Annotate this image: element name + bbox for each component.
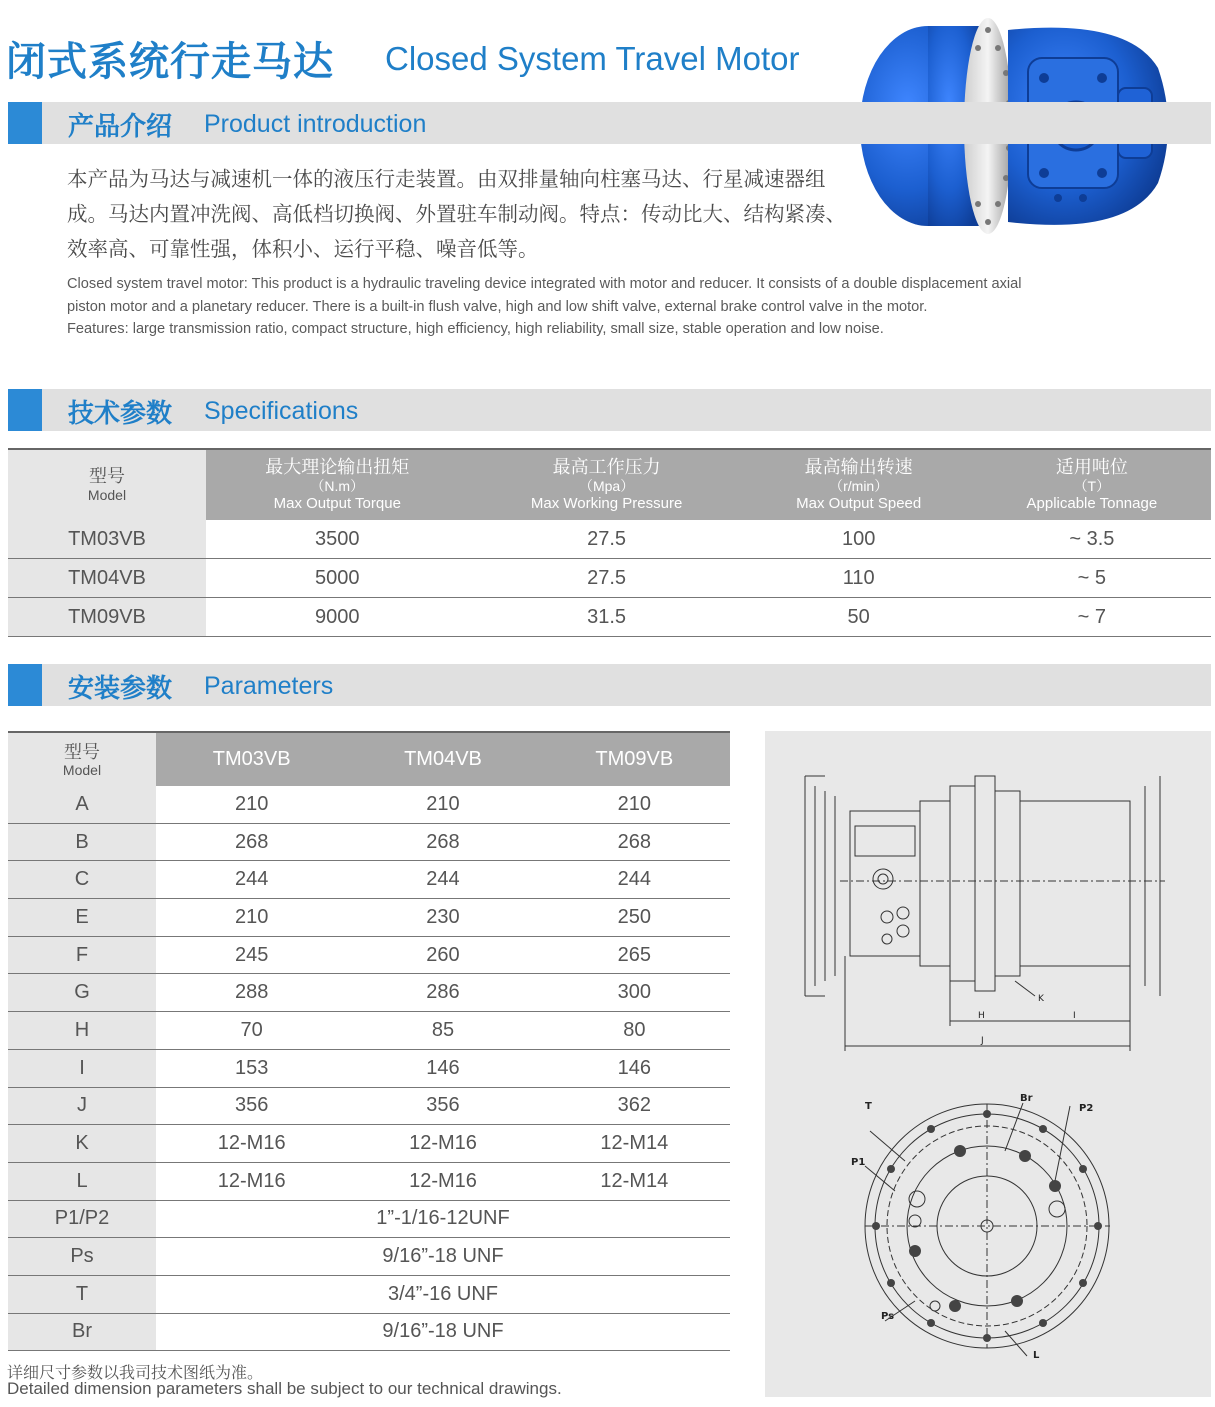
value-cell: 70	[156, 1012, 347, 1050]
table-row	[8, 1049, 730, 1087]
param-name-cell: A	[8, 786, 156, 823]
table-row	[8, 598, 1211, 637]
model-header: 型号 Model	[8, 732, 156, 786]
value-cell: 250	[539, 899, 730, 937]
torque-header: 最大理论输出扭矩 （N.m） Max Output Torque	[206, 449, 469, 520]
merged-value-cell: 9/16”-18 UNF	[156, 1238, 730, 1276]
value-cell: 230	[347, 899, 538, 937]
table-row	[8, 1125, 730, 1163]
port-label-p2: P2	[1079, 1103, 1094, 1114]
table-row	[8, 1238, 730, 1276]
value-cell: 356	[156, 1087, 347, 1125]
tonnage-cell: ~ 7	[973, 598, 1211, 637]
model-header: 型号 Model	[8, 449, 206, 520]
value-cell: 268	[156, 823, 347, 861]
table-row	[8, 1313, 730, 1351]
param-name-cell: K	[8, 1125, 156, 1163]
pressure-cell: 27.5	[469, 559, 745, 598]
table-row	[8, 1162, 730, 1200]
table-row	[8, 520, 1211, 559]
value-cell: 245	[156, 936, 347, 974]
value-cell: 288	[156, 974, 347, 1012]
table-row	[8, 786, 730, 823]
value-cell: 210	[156, 899, 347, 937]
section-bar-intro	[8, 102, 1211, 144]
dim-label-i: I	[1073, 1011, 1076, 1021]
specifications-table	[8, 448, 1211, 637]
table-row	[8, 1087, 730, 1125]
footnote-en: Detailed dimension parameters shall be subject to our technical drawings.	[7, 1379, 562, 1398]
table-row	[8, 936, 730, 974]
parameters-body	[8, 786, 730, 1351]
model-col-header: TM03VB	[156, 732, 347, 786]
value-cell: 12-M14	[539, 1162, 730, 1200]
param-name-cell: I	[8, 1049, 156, 1087]
value-cell: 265	[539, 936, 730, 974]
port-label-br: Br	[1020, 1093, 1033, 1104]
port-label-p1: P1	[851, 1157, 866, 1168]
table-row	[8, 1275, 730, 1313]
port-label-ps: Ps	[881, 1311, 895, 1322]
value-cell: 210	[156, 786, 347, 823]
speed-cell: 100	[745, 520, 973, 559]
merged-value-cell: 1”-1/16-12UNF	[156, 1200, 730, 1238]
tonnage-cell: ~ 3.5	[973, 520, 1211, 559]
page-title-cn: 闭式系统行走马达	[6, 39, 334, 85]
value-cell: 286	[347, 974, 538, 1012]
tonnage-header: 适用吨位 （T） Applicable Tonnage	[973, 449, 1211, 520]
table-row	[8, 1200, 730, 1238]
value-cell: 12-M14	[539, 1125, 730, 1163]
model-col-header: TM09VB	[539, 732, 730, 786]
value-cell: 244	[156, 861, 347, 899]
value-cell: 300	[539, 974, 730, 1012]
value-cell: 268	[539, 823, 730, 861]
param-name-cell: E	[8, 899, 156, 937]
value-cell: 146	[539, 1049, 730, 1087]
tonnage-cell: ~ 5	[973, 559, 1211, 598]
value-cell: 356	[347, 1087, 538, 1125]
page-title-en: Closed System Travel Motor	[385, 40, 800, 77]
technical-drawing	[765, 731, 1211, 1397]
torque-cell: 9000	[206, 598, 469, 637]
pressure-cell: 27.5	[469, 520, 745, 559]
param-name-cell: P1/P2	[8, 1200, 156, 1238]
port-label-t: T	[865, 1101, 872, 1112]
model-col-header: TM04VB	[347, 732, 538, 786]
table-row	[8, 861, 730, 899]
pressure-header: 最高工作压力 （Mpa） Max Working Pressure	[469, 449, 745, 520]
section-accent	[8, 664, 42, 706]
section-title-cn: 技术参数	[68, 399, 173, 429]
value-cell: 210	[347, 786, 538, 823]
merged-value-cell: 3/4”-16 UNF	[156, 1275, 730, 1313]
section-title-cn: 安装参数	[68, 674, 173, 704]
section-title-en: Product introduction	[204, 110, 427, 138]
section-title-cn: 产品介绍	[68, 112, 173, 142]
param-name-cell: F	[8, 936, 156, 974]
param-name-cell: C	[8, 861, 156, 899]
table-row	[8, 559, 1211, 598]
param-name-cell: B	[8, 823, 156, 861]
section-title-en: Specifications	[204, 397, 359, 425]
value-cell: 210	[539, 786, 730, 823]
value-cell: 12-M16	[156, 1162, 347, 1200]
value-cell: 85	[347, 1012, 538, 1050]
value-cell: 244	[347, 861, 538, 899]
table-row	[8, 974, 730, 1012]
port-label-l: L	[1033, 1350, 1040, 1361]
section-bar-specs	[8, 389, 1211, 431]
value-cell: 80	[539, 1012, 730, 1050]
value-cell: 12-M16	[347, 1125, 538, 1163]
param-name-cell: T	[8, 1275, 156, 1313]
section-accent	[8, 389, 42, 431]
model-cell: TM09VB	[8, 598, 206, 637]
model-cell: TM03VB	[8, 520, 206, 559]
speed-header: 最高输出转速 （r/min） Max Output Speed	[745, 449, 973, 520]
dim-label-j: J	[981, 1036, 984, 1046]
value-cell: 362	[539, 1087, 730, 1125]
value-cell: 268	[347, 823, 538, 861]
dim-label-k: K	[1038, 994, 1044, 1004]
section-title-en: Parameters	[204, 672, 334, 700]
model-cell: TM04VB	[8, 559, 206, 598]
intro-paragraph: Closed system travel motor: This product is a hydraulic traveling device integrated with motor and reducer. It consists of a double displacement axial piston motor and a planetary reducer. There is a built-in flush valve, high and low shift valve, external brake control valve in the motor.	[67, 276, 1022, 315]
intro-features: Features: large transmission ratio, compact structure, high efficiency, high reliability, small size, stable operation and low noise.	[67, 321, 884, 337]
table-row	[8, 823, 730, 861]
value-cell: 146	[347, 1049, 538, 1087]
param-name-cell: J	[8, 1087, 156, 1125]
value-cell: 260	[347, 936, 538, 974]
intro-text-en	[67, 273, 1027, 341]
parameters-table	[8, 731, 730, 1351]
section-bar-params	[8, 664, 1211, 706]
param-name-cell: Ps	[8, 1238, 156, 1276]
pressure-cell: 31.5	[469, 598, 745, 637]
value-cell: 153	[156, 1049, 347, 1087]
torque-cell: 5000	[206, 559, 469, 598]
speed-cell: 50	[745, 598, 973, 637]
param-name-cell: L	[8, 1162, 156, 1200]
table-row	[8, 899, 730, 937]
param-name-cell: G	[8, 974, 156, 1012]
footnote-cn: 详细尺寸参数以我司技术图纸为准。	[7, 1363, 264, 1382]
value-cell: 12-M16	[156, 1125, 347, 1163]
dim-label-h: H	[978, 1011, 985, 1021]
value-cell: 12-M16	[347, 1162, 538, 1200]
value-cell: 244	[539, 861, 730, 899]
section-accent	[8, 102, 42, 144]
torque-cell: 3500	[206, 520, 469, 559]
speed-cell: 110	[745, 559, 973, 598]
table-row	[8, 1012, 730, 1050]
param-name-cell: Br	[8, 1313, 156, 1351]
merged-value-cell: 9/16”-18 UNF	[156, 1313, 730, 1351]
intro-text-cn: 本产品为马达与减速机一体的液压行走装置。由双排量轴向柱塞马达、行星减速器组成。马达内置冲洗阀、高低档切换阀、外置驻车制动阀。特点：传动比大、结构紧凑、效率高、可靠性强，体积小、运行平稳、噪音低等。	[67, 167, 846, 261]
param-name-cell: H	[8, 1012, 156, 1050]
